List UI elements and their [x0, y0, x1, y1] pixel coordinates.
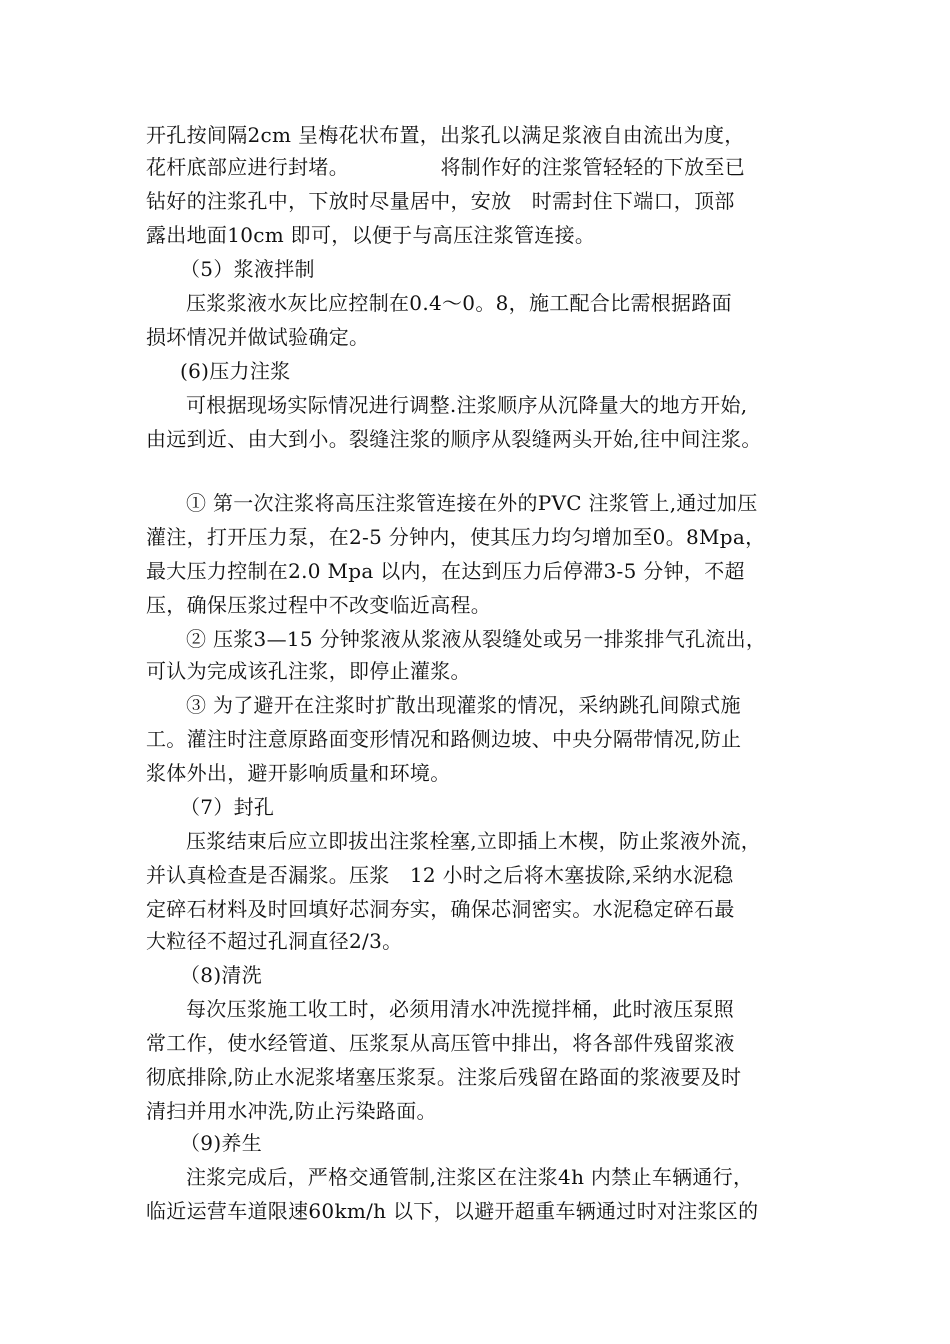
text-line-9: 可根据现场实际情况进行调整.注浆顺序从沉降量大的地方开始, [186, 393, 748, 417]
text-line-11: ① 第一次注浆将高压注浆管连接在外的PVC 注浆管上,通过加压 [186, 491, 758, 515]
text-line-32: 临近运营车道限速60km/h 以下，以避开超重车辆通过时对注浆区的 [146, 1199, 759, 1223]
section-heading-7: （7）封孔 [180, 795, 275, 819]
text-line-15: ② 压浆3—15 分钟浆液从浆液从裂缝处或另一排浆排气孔流出， [186, 627, 767, 651]
text-line-16: 可认为完成该孔注浆，即停止灌浆。 [146, 659, 471, 683]
text-line-13: 最大压力控制在2.0 Mpa 以内，在达到压力后停滞3-5 分钟，不超 [146, 559, 745, 583]
text-line-6: 压浆浆液水灰比应控制在0.4～0。8，施工配合比需根据路面 [186, 291, 732, 315]
text-line-26: 每次压浆施工收工时，必须用清水冲洗搅拌桶，此时液压泵照 [186, 997, 735, 1021]
text-line-31: 注浆完成后，严格交通管制,注浆区在注浆4h 内禁止车辆通行， [186, 1165, 754, 1189]
text-line-29: 清扫并用水冲洗,防止污染路面。 [146, 1099, 437, 1123]
text-line-22: 并认真检查是否漏浆。压浆 12 小时之后将木塞拔除,采纳水泥稳 [146, 863, 734, 887]
text-line-17: ③ 为了避开在注浆时扩散出现灌浆的情况，采纳跳孔间隙式施 [186, 693, 741, 717]
text-line-10: 由远到近、由大到小。裂缝注浆的顺序从裂缝两头开始,往中间注浆。 [146, 427, 762, 451]
text-line-14: 压，确保压浆过程中不改变临近高程。 [146, 593, 492, 617]
text-line-4: 露出地面10cm 即可，以便于与高压注浆管连接。 [146, 223, 596, 247]
text-line-18: 工。灌注时注意原路面变形情况和路侧边坡、中央分隔带情况,防止 [146, 727, 742, 751]
section-heading-8: （8)清洗 [180, 963, 263, 987]
text-line-3: 钻好的注浆孔中，下放时尽量居中，安放 时需封住下端口，顶部 [146, 189, 735, 213]
text-line-23: 定碎石材料及时回填好芯洞夯实，确保芯洞密实。水泥稳定碎石最 [146, 897, 735, 921]
text-line-24: 大粒径不超过孔洞直径2/3。 [146, 929, 403, 953]
text-line-1: 开孔按间隔2cm 呈梅花状布置，出浆孔以满足浆液自由流出为度， [146, 123, 745, 147]
text-line-19: 浆体外出，避开影响质量和环境。 [146, 761, 451, 785]
text-line-28: 彻底排除,防止水泥浆堵塞压浆泵。注浆后残留在路面的浆液要及时 [146, 1065, 742, 1089]
section-heading-9: （9)养生 [180, 1131, 263, 1155]
section-heading-6: (6)压力注浆 [180, 359, 291, 383]
text-line-21: 压浆结束后应立即拔出注浆栓塞,立即插上木楔，防止浆液外流， [186, 829, 762, 853]
text-line-2: 花杆底部应进行封堵。 将制作好的注浆管轻轻的下放至已 [146, 155, 745, 179]
text-line-27: 常工作，使水经管道、压浆泵从高压管中排出，将各部件残留浆液 [146, 1031, 735, 1055]
text-line-7: 损坏情况并做试验确定。 [146, 325, 370, 349]
text-line-12: 灌注，打开压力泵，在2-5 分钟内，使其压力均匀增加至0。8Mpa， [146, 525, 766, 549]
section-heading-5: （5）浆液拌制 [180, 257, 315, 281]
